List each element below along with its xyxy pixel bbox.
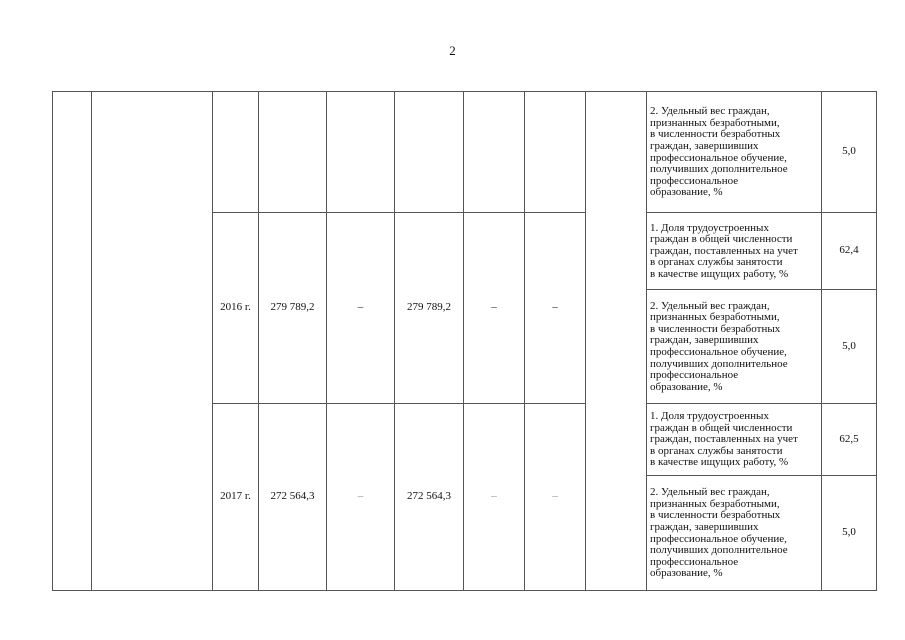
local-cell: –	[464, 404, 525, 591]
other-cell	[525, 92, 586, 213]
total-cell	[259, 92, 327, 213]
indicator-value: 5,0	[822, 476, 877, 591]
federal-cell	[327, 92, 395, 213]
number-cell	[53, 92, 92, 591]
federal-cell: –	[327, 404, 395, 591]
indicator-text: 2. Удельный вес граждан, признанных безработными, в численности безработных граждан, завершивших профессиональное обучение, получивших дополнительное профессиональное образование, %	[647, 92, 822, 213]
indicator-text: 1. Доля трудоустроенных граждан в общей численности граждан, поставленных на учет в органах службы занятости в качестве ищущих работу, %	[647, 404, 822, 476]
indicator-value: 62,5	[822, 404, 877, 476]
page-number: 2	[449, 43, 456, 58]
regional-cell: 272 564,3	[395, 404, 464, 591]
indicator-text: 2. Удельный вес граждан, признанных безработными, в численности безработных граждан, завершивших профессиональное обучение, получивших дополнительное профессиональное образование, %	[647, 290, 822, 404]
name-cell	[92, 92, 213, 591]
total-cell: 279 789,2	[259, 213, 327, 404]
program-funding-table	[52, 91, 877, 591]
local-cell: –	[464, 213, 525, 404]
other-cell: –	[525, 213, 586, 404]
executor-cell	[586, 92, 647, 591]
total-cell: 272 564,3	[259, 404, 327, 591]
federal-cell: –	[327, 213, 395, 404]
indicator-value: 5,0	[822, 92, 877, 213]
year-cell: 2017 г.	[213, 404, 259, 591]
local-cell	[464, 92, 525, 213]
indicator-value: 5,0	[822, 290, 877, 404]
indicator-value: 62,4	[822, 213, 877, 290]
regional-cell	[395, 92, 464, 213]
indicator-text: 2. Удельный вес граждан, признанных безработными, в численности безработных граждан, завершивших профессиональное обучение, получивших дополнительное профессиональное образование, %	[647, 476, 822, 591]
table-row	[53, 92, 877, 213]
year-cell: 2016 г.	[213, 213, 259, 404]
indicator-text: 1. Доля трудоустроенных граждан в общей численности граждан, поставленных на учет в органах службы занятости в качестве ищущих работу, %	[647, 213, 822, 290]
regional-cell: 279 789,2	[395, 213, 464, 404]
year-cell	[213, 92, 259, 213]
other-cell: –	[525, 404, 586, 591]
